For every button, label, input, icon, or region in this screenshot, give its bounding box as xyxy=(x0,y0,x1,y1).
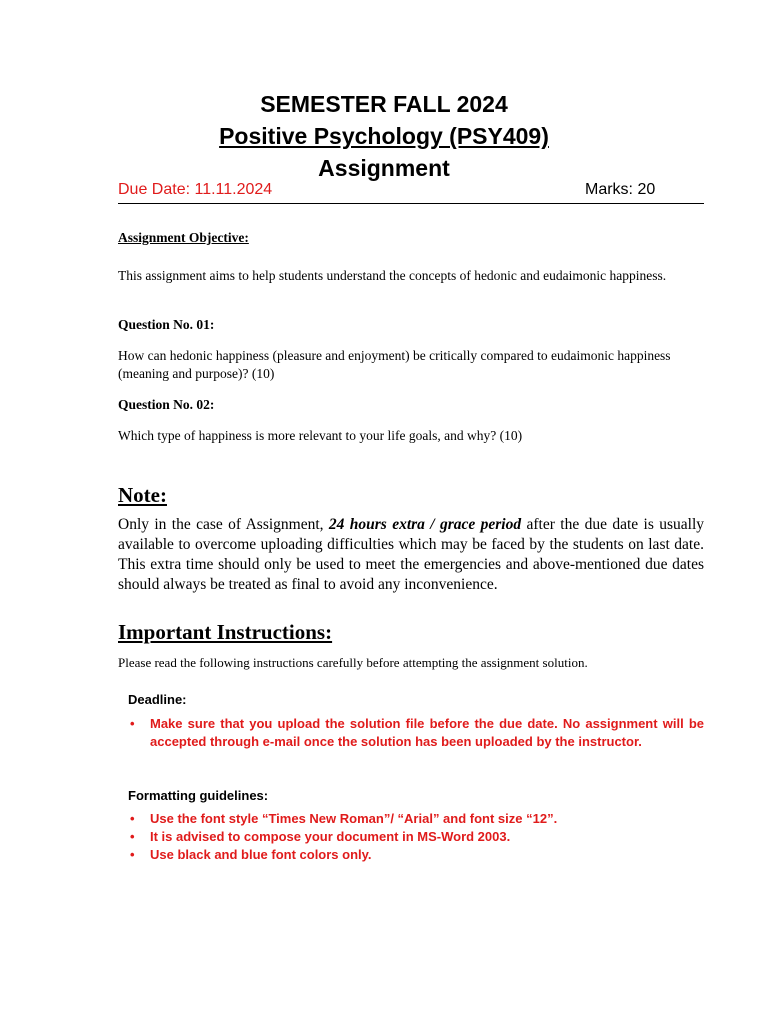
list-item xyxy=(128,715,704,751)
deadline-list xyxy=(128,715,704,751)
instructions-heading: Important Instructions: xyxy=(118,620,333,644)
question-2-heading: Question No. 02: xyxy=(118,397,215,412)
question-2-text: Which type of happiness is more relevant to your life goals, and why? (10) xyxy=(118,428,523,443)
list-item xyxy=(128,810,704,828)
formatting-item-text: Use the font style “Times New Roman”/ “Arial” and font size “12”. xyxy=(150,811,558,826)
note-text-after: after the due date is usually available to overcome uploading difficulties which may be faced by the students on last date. This extra time should only be used to meet the emergencies and above-mentioned due dates should always be treated as final to avoid any inconvenience. xyxy=(118,516,705,593)
bullet-icon: • xyxy=(130,716,135,731)
list-item xyxy=(128,846,704,864)
total-marks: Marks: 20 xyxy=(585,181,656,198)
question-1-heading: Question No. 01: xyxy=(118,317,215,332)
note-emphasis: 24 hours extra / grace period xyxy=(328,516,522,533)
formatting-item-text: Use black and blue font colors only. xyxy=(150,847,372,862)
note-body xyxy=(118,515,704,595)
bullet-icon: • xyxy=(130,829,135,844)
question-1-text: How can hedonic happiness (pleasure and enjoyment) be critically compared to eudaimonic happiness (meaning and purpose)? (10) xyxy=(118,348,671,381)
formatting-item-text: It is advised to compose your document in MS-Word 2003. xyxy=(150,829,511,844)
due-marks-row xyxy=(118,181,704,204)
semester-title: SEMESTER FALL 2024 xyxy=(260,91,508,117)
objective-text: This assignment aims to help students understand the concepts of hedonic and eudaimonic happiness. xyxy=(118,268,667,283)
bullet-icon: • xyxy=(130,847,135,862)
instructions-intro: Please read the following instructions carefully before attempting the assignment solution. xyxy=(118,655,588,670)
deadline-item-text: Make sure that you upload the solution file before the due date. No assignment will be accepted through e-mail once the solution has been uploaded by the instructor. xyxy=(150,716,704,749)
formatting-heading: Formatting guidelines: xyxy=(128,788,269,803)
objective-heading xyxy=(118,229,704,247)
deadline-heading: Deadline: xyxy=(128,692,187,707)
bullet-icon: • xyxy=(130,811,135,826)
objective-heading-text: Assignment Objective: xyxy=(118,230,249,245)
document-type: Assignment xyxy=(318,155,450,181)
due-date: Due Date: 11.11.2024 xyxy=(118,181,273,198)
note-text-before: Only in the case of Assignment, xyxy=(118,516,329,533)
title-block xyxy=(0,88,768,184)
course-title: Positive Psychology (PSY409) xyxy=(219,123,549,149)
note-heading: Note: xyxy=(118,483,167,507)
list-item xyxy=(128,828,704,846)
formatting-list xyxy=(128,810,704,864)
